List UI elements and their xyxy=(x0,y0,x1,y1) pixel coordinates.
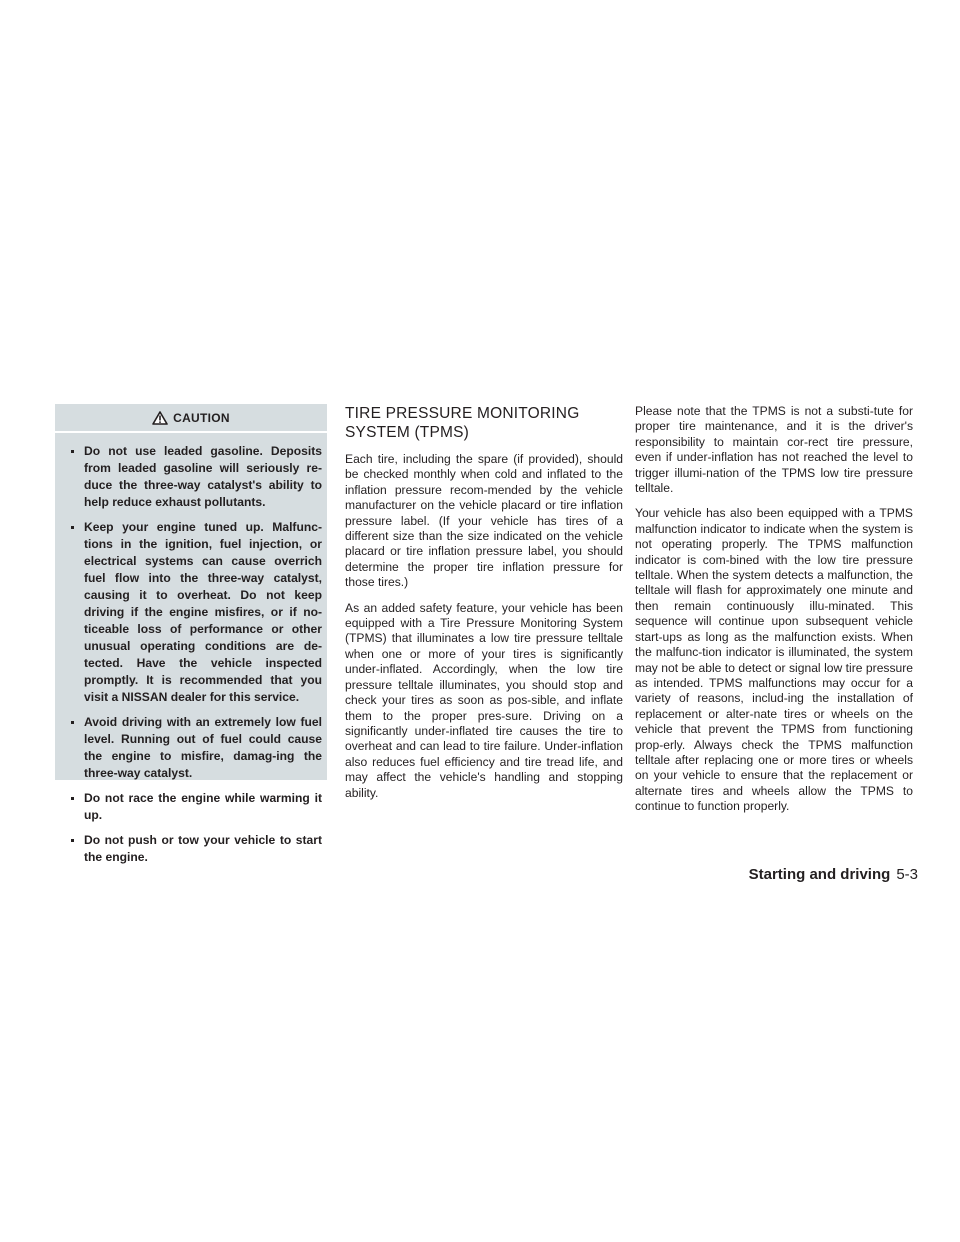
footer-section-name: Starting and driving xyxy=(748,866,891,883)
caution-box xyxy=(55,404,327,864)
caution-title: CAUTION xyxy=(173,410,230,425)
page-footer xyxy=(749,866,918,883)
caution-header xyxy=(55,404,327,433)
warning-triangle-icon xyxy=(152,411,168,425)
paragraph: Please note that the TPMS is not a substi-tute for proper tire maintenance, and it is the driver's responsibility to maintain cor-rect tire pressure, even if under-inflation has not reached the level to trigger illumi-nation of the TPMS low tire pressure telltale. xyxy=(635,404,913,496)
page-number: 5-3 xyxy=(896,866,918,883)
caution-list xyxy=(55,433,327,866)
caution-item: Keep your engine tuned up. Malfunc-tions in the ignition, fuel injection, or electrical systems can cause overrich fuel flow into the three-way catalyst, causing it to overheat. Do not keep driving if the engine misfires, or if no-ticeable loss of performance or other unusual operating conditions are de-tected. Have the vehicle inspected promptly. It is recommended that you visit a NISSAN dealer for this service. xyxy=(71,519,322,706)
caution-item: Do not push or tow your vehicle to start the engine. xyxy=(71,832,322,866)
paragraph: As an added safety feature, your vehicle has been equipped with a Tire Pressure Monitoring System (TPMS) that illuminates a low tire pressure telltale when one or more of your tires is significantly under-inflated. Accordingly, when the low tire pressure telltale illuminates, you should stop and check your tires as soon as pos-sible, and inflate them to the proper pres-sure. Driving on a significantly under-inflated tire causes the tire to overheat and can lead to tire failure. Under-inflation also reduces fuel efficiency and tire tread life, and may affect the vehicle's handling and stopping ability. xyxy=(345,600,623,800)
tpms-section xyxy=(345,404,623,811)
caution-item: Do not use leaded gasoline. Deposits from leaded gasoline will seriously re-duce the three-way catalyst's ability to help reduce exhaust pollutants. xyxy=(71,443,322,511)
section-title: TIRE PRESSURE MONITORING SYSTEM (TPMS) xyxy=(345,405,580,441)
tpms-column-3 xyxy=(635,404,913,825)
paragraph: Each tire, including the spare (if provided), should be checked monthly when cold and inflated to the inflation pressure recom-mended by the vehicle manufacturer on the vehicle placard or tire inflation pressure label. (If your vehicle has tires of a different size than the size indicated on the vehicle placard or tire inflation pressure label, you should determine the proper tire inflation pressure for those tires.) xyxy=(345,452,623,590)
paragraph: Your vehicle has also been equipped with a TPMS malfunction indicator to indicate when the system is not operating properly. The TPMS malfunction indicator is com-bined with the low tire pressure telltale. When the system detects a malfunction, the telltale will flash for approximately one minute and then remain continuously illu-minated. This sequence will continue upon subsequent vehicle start-ups as long as the malfunction exists. When the malfunc-tion indicator is illuminated, the system may not be able to detect or signal low tire pressure as intended. TPMS malfunctions may occur for a variety of reasons, includ-ing the installation of replacement or alter-nate tires or wheels on the vehicle that prevent the TPMS from functioning prop-erly. Always check the TPMS malfunction telltale after replacing one or more tires or wheels on your vehicle to ensure that the replacement or alternate tires and wheels allow the TPMS to continue to function properly. xyxy=(635,506,913,814)
caution-item: Do not race the engine while warming it up. xyxy=(71,790,322,824)
caution-item: Avoid driving with an extremely low fuel level. Running out of fuel could cause the engine to misfire, damag-ing the three-way catalyst. xyxy=(71,714,322,782)
